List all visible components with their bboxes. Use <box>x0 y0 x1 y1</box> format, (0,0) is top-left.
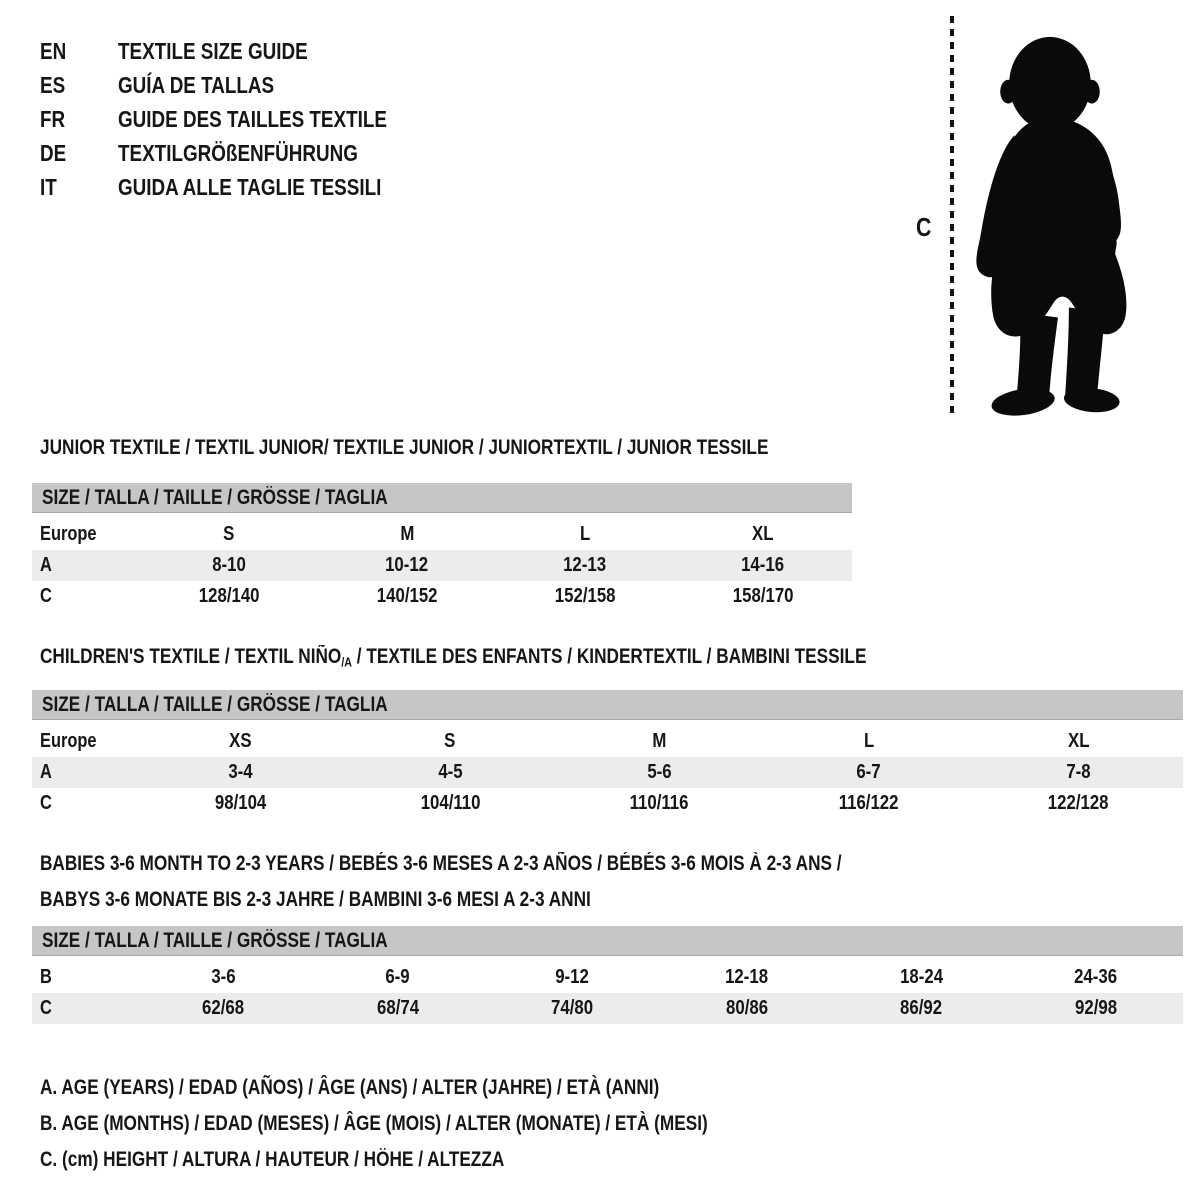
table-cell: 9-12 <box>555 966 590 988</box>
language-header <box>40 34 446 204</box>
babies-section-title <box>40 846 1018 918</box>
lang-code: EN <box>40 37 67 64</box>
lang-title: GUÍA DE TALLAS <box>118 71 275 98</box>
table-cell: 10-12 <box>385 554 429 576</box>
table-cell: 62/68 <box>202 997 245 1019</box>
table-cell: 8-10 <box>212 554 246 576</box>
lang-title: GUIDE DES TAILLES TEXTILE <box>118 105 387 132</box>
table-cell: 158/170 <box>732 585 794 607</box>
lang-row-es <box>40 68 446 102</box>
table-cell: 140/152 <box>376 585 438 607</box>
children-section-title <box>40 645 1048 669</box>
legend-line-a: A. AGE (YEARS) / EDAD (AÑOS) / ÂGE (ANS) / ALTER (JAHRE) / ETÀ (ANNI) <box>40 1076 660 1099</box>
table-cell: 68/74 <box>376 997 419 1019</box>
table-cell: 86/92 <box>900 997 943 1019</box>
table-row <box>32 757 1183 788</box>
lang-code: DE <box>40 139 67 166</box>
table-row <box>32 726 1183 757</box>
junior-size-table <box>32 483 852 612</box>
measurement-legend <box>40 1070 854 1178</box>
lang-code: IT <box>40 173 57 200</box>
babies-title-line2: BABYS 3-6 MONATE BIS 2-3 JAHRE / BAMBINI 3-6 MESI A 2-3 ANNI <box>40 888 591 911</box>
table-cell: L <box>863 730 875 752</box>
table-cell: 122/128 <box>1047 792 1109 814</box>
table-cell: 152/158 <box>554 585 616 607</box>
toddler-silhouette-icon <box>962 20 1134 418</box>
junior-section-title <box>40 436 928 460</box>
table-cell: 74/80 <box>551 997 594 1019</box>
lang-row-fr <box>40 102 446 136</box>
table-cell: 14-16 <box>741 554 785 576</box>
table-cell: 116/122 <box>839 792 899 814</box>
lang-row-it <box>40 170 446 204</box>
title-subscript: /A <box>341 654 353 670</box>
lang-title: GUIDA ALLE TAGLIE TESSILI <box>118 173 382 200</box>
table-cell: XL <box>752 523 774 545</box>
table-cell: 7-8 <box>1066 761 1091 783</box>
height-figure <box>900 0 1160 430</box>
table-cell: 12-18 <box>725 966 769 988</box>
table-cell: L <box>579 523 591 545</box>
children-size-table <box>32 690 1183 819</box>
table-cell: 3-4 <box>228 761 253 783</box>
row-label: A <box>40 554 52 576</box>
size-header-label: SIZE / TALLA / TAILLE / GRÖSSE / TAGLIA <box>42 485 388 509</box>
lang-row-en <box>40 34 446 68</box>
table-cell: 12-13 <box>563 554 607 576</box>
table-cell: S <box>444 730 456 752</box>
children-size-header-bar <box>32 690 1183 720</box>
table-cell: M <box>652 730 667 752</box>
row-label: Europe <box>40 730 97 752</box>
table-row <box>32 581 852 612</box>
lang-code: FR <box>40 105 66 132</box>
babies-size-table <box>32 926 1183 1024</box>
table-cell: 110/116 <box>630 792 689 814</box>
row-label: C <box>40 585 52 607</box>
table-row <box>32 962 1183 993</box>
table-row <box>32 519 852 550</box>
table-cell: 6-7 <box>856 761 882 783</box>
table-cell: S <box>223 523 235 545</box>
table-cell: 18-24 <box>899 966 943 988</box>
row-label: A <box>40 761 52 783</box>
table-cell: 6-9 <box>385 966 410 988</box>
row-label: C <box>40 997 52 1019</box>
legend-line-c: C. (cm) HEIGHT / ALTURA / HAUTEUR / HÖHE / ALTEZZA <box>40 1148 505 1171</box>
height-measure-line <box>948 16 956 418</box>
row-label: Europe <box>40 523 97 545</box>
table-cell: 98/104 <box>215 792 267 814</box>
lang-title: TEXTILE SIZE GUIDE <box>118 37 308 64</box>
junior-section-title-text: JUNIOR TEXTILE / TEXTIL JUNIOR/ TEXTILE JUNIOR / JUNIORTEXTIL / JUNIOR TESSILE <box>40 436 769 459</box>
height-measure-label: C <box>916 212 932 242</box>
table-cell: 3-6 <box>211 966 236 988</box>
size-header-label: SIZE / TALLA / TAILLE / GRÖSSE / TAGLIA <box>42 928 388 952</box>
lang-row-de <box>40 136 446 170</box>
table-cell: 5-6 <box>647 761 672 783</box>
row-label: B <box>40 966 52 988</box>
table-cell: 4-5 <box>437 761 463 783</box>
table-row <box>32 788 1183 819</box>
table-cell: 92/98 <box>1074 997 1117 1019</box>
table-cell: XL <box>1067 730 1090 752</box>
babies-size-header-bar <box>32 926 1183 956</box>
babies-title-line1: BABIES 3-6 MONTH TO 2-3 YEARS / BEBÉS 3-6 MESES A 2-3 AÑOS / BÉBÉS 3-6 MOIS À 2-3 ANS / <box>40 852 842 875</box>
table-row <box>32 550 852 581</box>
size-header-label: SIZE / TALLA / TAILLE / GRÖSSE / TAGLIA <box>42 692 388 716</box>
junior-size-header-bar <box>32 483 852 513</box>
lang-code: ES <box>40 71 66 98</box>
table-cell: M <box>399 523 414 545</box>
table-cell: 80/86 <box>725 997 768 1019</box>
children-section-title-text: CHILDREN'S TEXTILE / TEXTIL NIÑO/A / TEXTILE DES ENFANTS / KINDERTEXTIL / BAMBINI TESSILE <box>40 645 867 670</box>
table-cell: 24-36 <box>1074 966 1118 988</box>
table-cell: 128/140 <box>198 585 260 607</box>
table-row <box>32 993 1183 1024</box>
table-cell: 104/110 <box>420 792 481 814</box>
legend-line-b: B. AGE (MONTHS) / EDAD (MESES) / ÂGE (MOIS) / ALTER (MONATE) / ETÀ (MESI) <box>40 1112 708 1135</box>
lang-title: TEXTILGRÖßENFÜHRUNG <box>118 139 358 166</box>
table-cell: XS <box>229 730 252 752</box>
row-label: C <box>40 792 52 814</box>
